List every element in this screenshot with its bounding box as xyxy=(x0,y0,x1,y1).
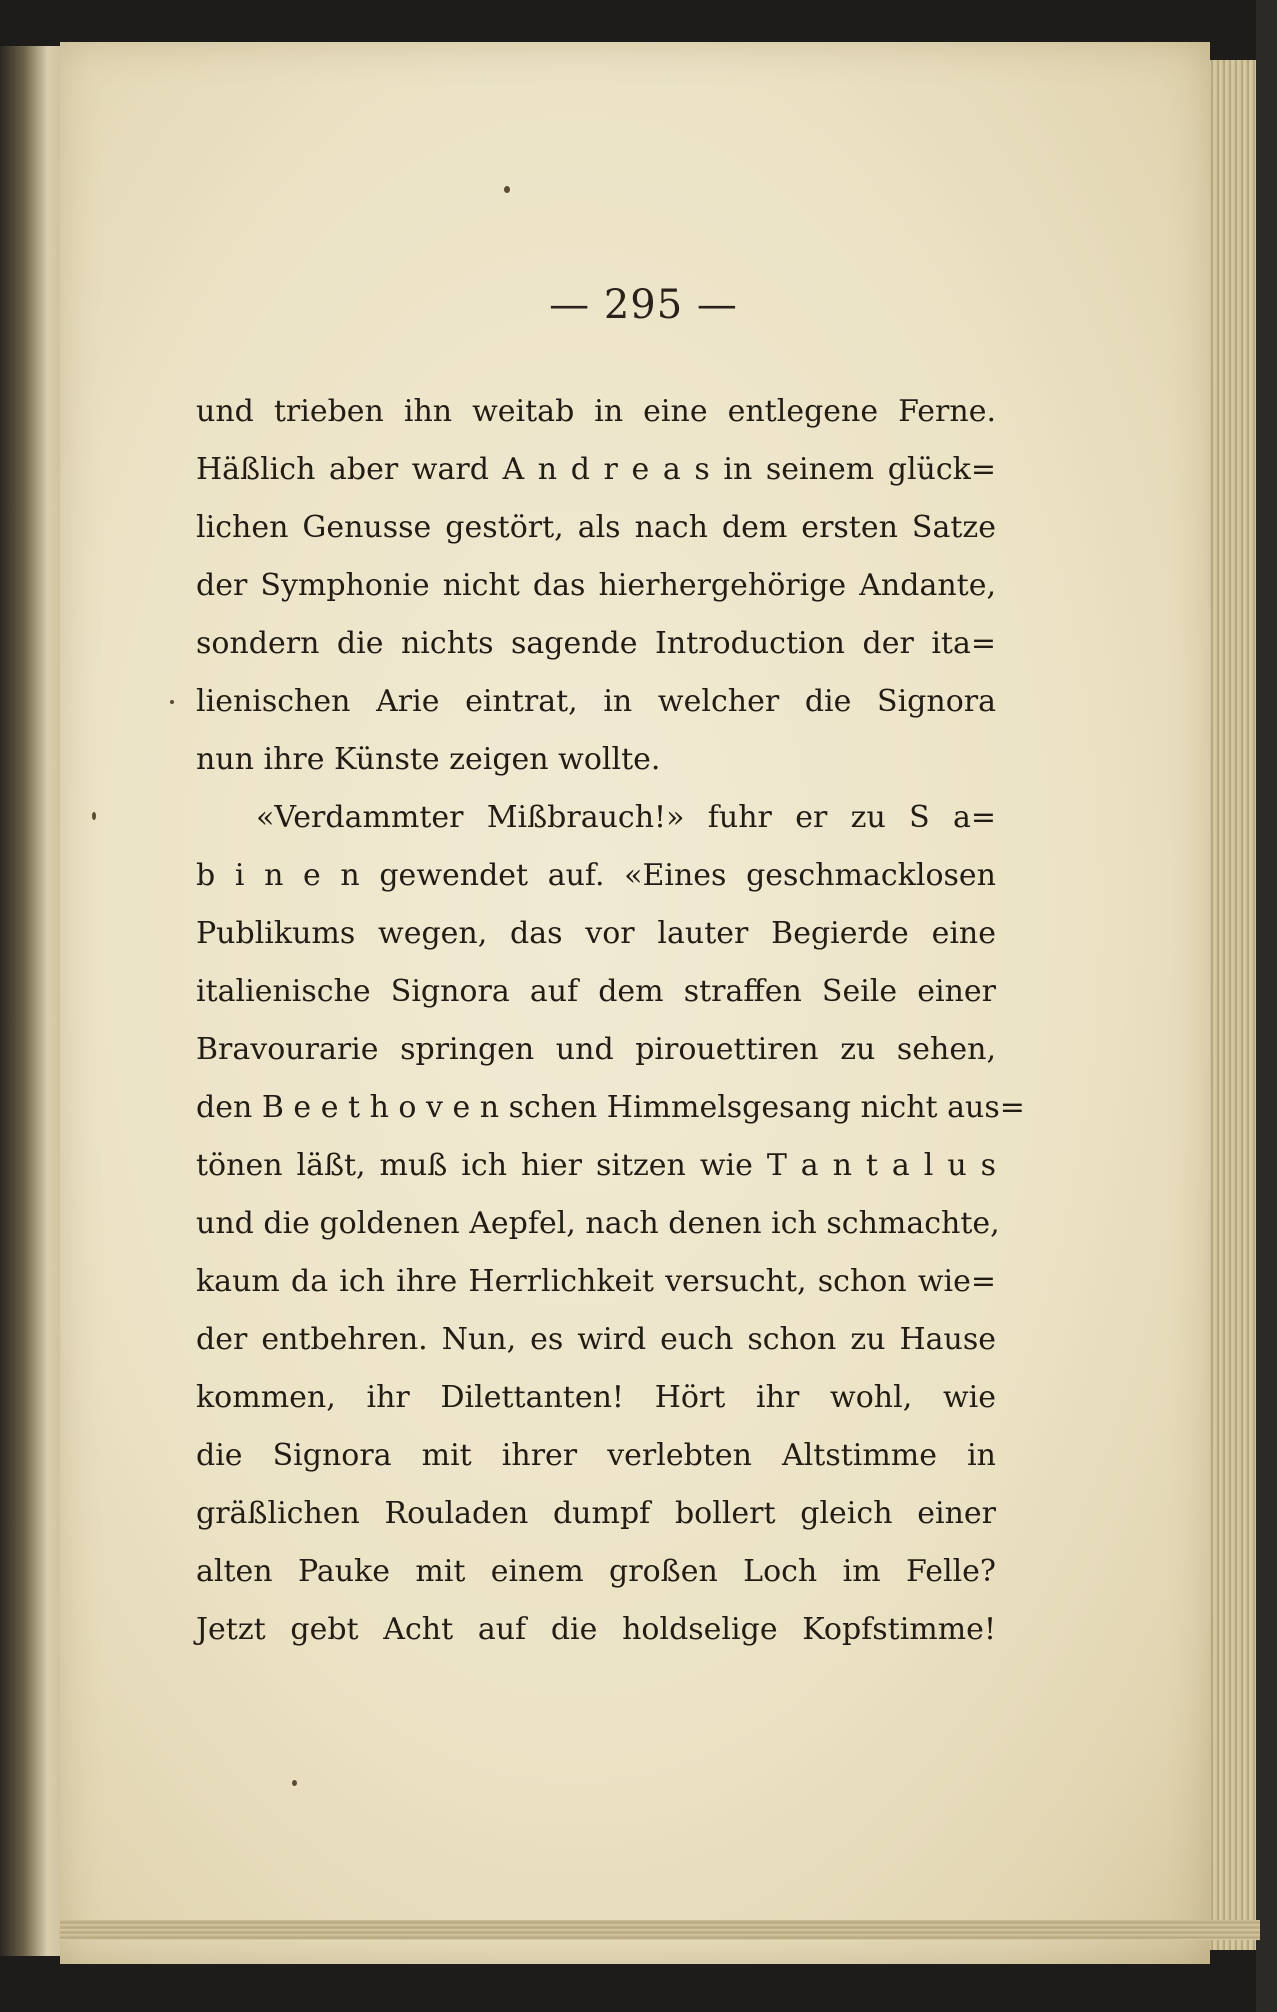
ink-speck xyxy=(504,186,510,193)
text-line: kommen, ihr Dilettanten! Hört ihr wohl, wie xyxy=(196,1380,996,1415)
text-line: der entbehren. Nun, es wird euch schon zu Hause xyxy=(196,1322,996,1357)
body-text xyxy=(196,383,1025,1659)
text-line: Häßlich aber ward A n d r e a s in seinem glück= xyxy=(196,452,996,487)
text-line: und die goldenen Aepfel, nach denen ich schmachte, xyxy=(196,1206,1000,1241)
text-line: alten Pauke mit einem großen Loch im Felle? xyxy=(196,1554,996,1589)
page-bottom-edges xyxy=(60,1920,1260,1940)
text-line: lienischen Arie eintrat, in welcher die Signora xyxy=(196,684,996,719)
left-page-edge xyxy=(0,46,68,1956)
ink-speck xyxy=(292,1780,297,1786)
text-line: gräßlichen Rouladen dumpf bollert gleich einer xyxy=(196,1496,996,1531)
text-line: sondern die nichts sagende Introduction der ita= xyxy=(196,626,996,661)
page-number: — 295 — xyxy=(549,282,738,328)
text-line: kaum da ich ihre Herrlichkeit versucht, schon wie= xyxy=(196,1264,996,1299)
text-line: «Verdammter Mißbrauch!» fuhr er zu S a= xyxy=(256,800,996,835)
text-line: Publikums wegen, das vor lauter Begierde eine xyxy=(196,916,996,951)
ink-speck xyxy=(92,812,96,820)
text-line: der Symphonie nicht das hierhergehörige Andante, xyxy=(196,568,996,603)
text-line: den B e e t h o v e n schen Himmelsgesang nicht aus= xyxy=(196,1090,1025,1125)
page-stack-edges xyxy=(1208,60,1258,1950)
text-line: lichen Genusse gestört, als nach dem ersten Satze xyxy=(196,510,996,545)
text-line: b i n e n gewendet auf. «Eines geschmacklosen xyxy=(196,858,996,893)
text-line: tönen läßt, muß ich hier sitzen wie T a n t a l u s xyxy=(196,1148,996,1183)
text-line: italienische Signora auf dem straffen Seile einer xyxy=(196,974,996,1009)
text-line: die Signora mit ihrer verlebten Altstimme in xyxy=(196,1438,996,1473)
text-line: Bravourarie springen und pirouettiren zu sehen, xyxy=(196,1032,996,1067)
text-line: und trieben ihn weitab in eine entlegene Ferne. xyxy=(196,394,996,429)
text-line: nun ihre Künste zeigen wollte. xyxy=(196,742,661,777)
text-line: Jetzt gebt Acht auf die holdselige Kopfstimme! xyxy=(196,1612,996,1647)
ink-speck xyxy=(170,700,174,704)
